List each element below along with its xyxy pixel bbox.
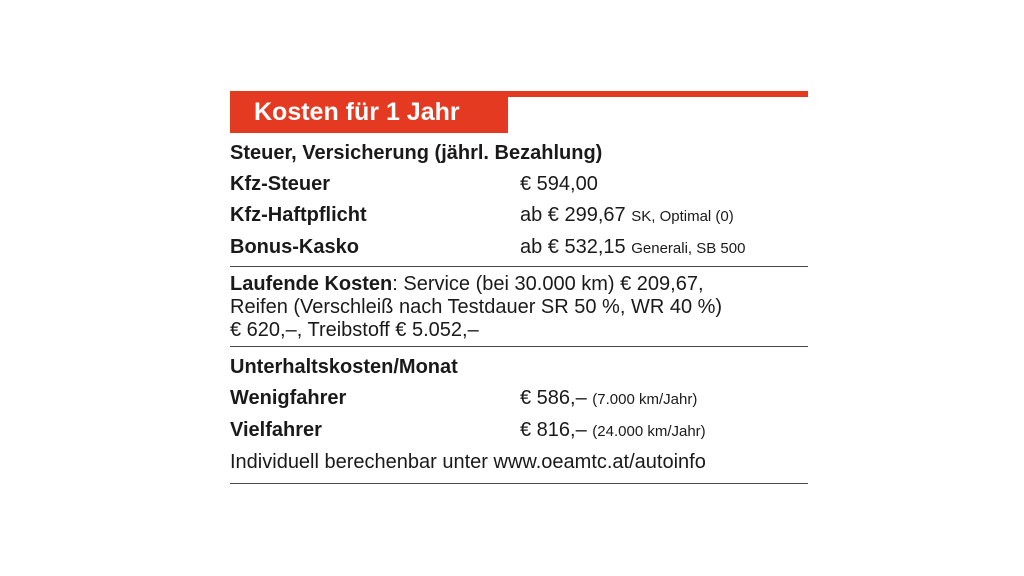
cost-row-kfz-steuer [230, 169, 808, 200]
row-value: ab € 299,67 [520, 204, 626, 226]
row-label: Kfz-Steuer [230, 173, 331, 195]
row-value: € 816,– [520, 419, 587, 441]
cost-row-wenigfahrer [230, 383, 808, 415]
cost-box [230, 91, 808, 484]
running-costs-text-1: : Service (bei 30.000 km) € 209,67, [392, 273, 704, 295]
row-value-group [520, 383, 697, 415]
running-costs-line-1 [230, 273, 808, 296]
title-bar [230, 91, 808, 133]
box-title: Kosten für 1 Jahr [230, 91, 508, 133]
row-value-group [520, 200, 734, 232]
row-value-group [520, 415, 706, 447]
row-note: (7.000 km/Jahr) [592, 391, 698, 408]
row-value: ab € 532,15 [520, 236, 626, 258]
cost-row-bonus-kasko [230, 232, 808, 264]
row-note: Generali, SB 500 [631, 240, 746, 257]
maintenance-section [230, 347, 808, 484]
running-costs-section [230, 267, 808, 347]
tax-insurance-heading: Steuer, Versicherung (jährl. Bezahlung) [230, 142, 603, 164]
maintenance-heading: Unterhaltskosten/Monat [230, 356, 458, 378]
row-note: SK, Optimal (0) [631, 208, 734, 225]
row-value: € 594,00 [520, 173, 598, 195]
running-costs-line-2: Reifen (Verschleiß nach Testdauer SR 50 %, WR 40 %) [230, 296, 723, 318]
cost-row-vielfahrer [230, 415, 808, 447]
row-note: (24.000 km/Jahr) [592, 423, 706, 440]
row-value-group [520, 232, 745, 264]
row-label: Wenigfahrer [230, 387, 347, 409]
tax-insurance-section [230, 133, 808, 267]
running-costs-label: Laufende Kosten [230, 273, 393, 295]
row-label: Kfz-Haftpflicht [230, 204, 367, 226]
autoinfo-footer: Individuell berechenbar unter www.oeamtc.at/autoinfo [230, 451, 706, 473]
row-value: € 586,– [520, 387, 587, 409]
cost-row-kfz-haftpflicht [230, 200, 808, 232]
row-label: Bonus-Kasko [230, 236, 359, 258]
running-costs-line-3: € 620,–, Treibstoff € 5.052,– [230, 319, 479, 341]
row-label: Vielfahrer [230, 419, 322, 441]
